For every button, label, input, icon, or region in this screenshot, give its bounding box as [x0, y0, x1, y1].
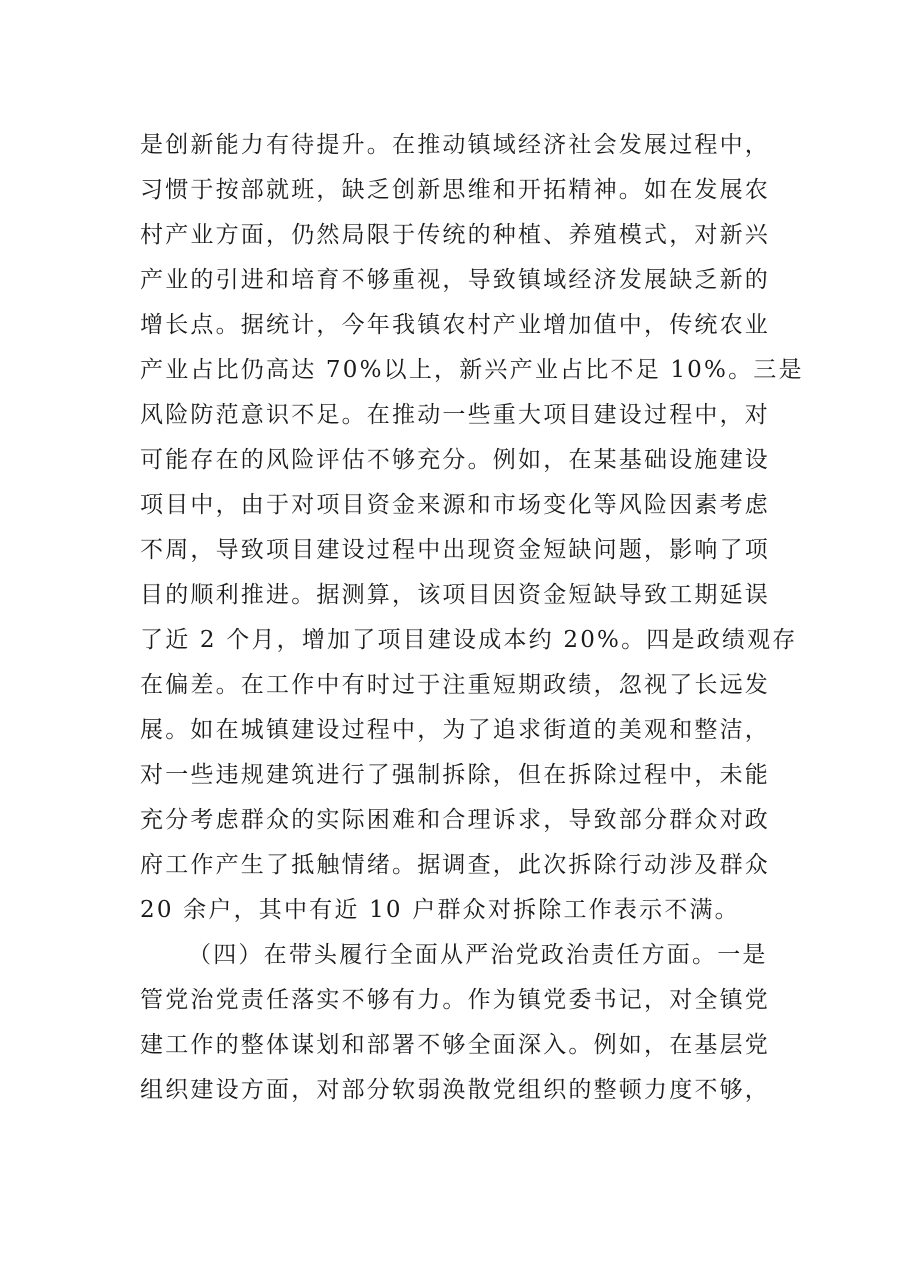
text-line: 村产业方面，仍然局限于传统的种植、养殖模式，对新兴: [140, 222, 770, 248]
text-line: 展。如在城镇建设过程中，为了追求街道的美观和整洁，: [140, 717, 770, 743]
text-line: 了近 2 个月，增加了项目建设成本约 20%。四是政绩观存: [140, 627, 798, 653]
text-line: 充分考虑群众的实际困难和合理诉求，导致部分群众对政: [140, 807, 770, 833]
text-line: 府工作产生了抵触情绪。据调查，此次拆除行动涉及群众: [140, 852, 770, 878]
text-line: 管党治党责任落实不够有力。作为镇党委书记，对全镇党: [140, 987, 770, 1013]
text-line: 可能存在的风险评估不够充分。例如，在某基础设施建设: [140, 447, 770, 473]
text-line: 建工作的整体谋划和部署不够全面深入。例如，在基层党: [140, 1032, 770, 1058]
text-line: 项目中，由于对项目资金来源和市场变化等风险因素考虑: [140, 492, 770, 518]
section-heading-line: （四）在带头履行全面从严治党政治责任方面。一是: [188, 942, 768, 968]
text-line: 对一些违规建筑进行了强制拆除，但在拆除过程中，未能: [140, 762, 770, 788]
text-line: 习惯于按部就班，缺乏创新思维和开拓精神。如在发展农: [140, 177, 770, 203]
text-line: 目的顺利推进。据测算，该项目因资金短缺导致工期延误: [140, 582, 770, 608]
text-line: 20 余户，其中有近 10 户群众对拆除工作表示不满。: [140, 897, 740, 923]
text-line: 不周，导致项目建设过程中出现资金短缺问题，影响了项: [140, 537, 770, 563]
text-line: 产业占比仍高达 70%以上，新兴产业占比不足 10%。三是: [140, 357, 804, 383]
text-line: 产业的引进和培育不够重视，导致镇域经济发展缺乏新的: [140, 267, 770, 293]
text-line: 风险防范意识不足。在推动一些重大项目建设过程中，对: [140, 402, 770, 428]
text-line: 在偏差。在工作中有时过于注重短期政绩，忽视了长远发: [140, 672, 770, 698]
text-line: 增长点。据统计，今年我镇农村产业增加值中，传统农业: [140, 312, 770, 338]
text-line: 组织建设方面，对部分软弱涣散党组织的整顿力度不够，: [140, 1077, 770, 1103]
text-line: 是创新能力有待提升。在推动镇域经济社会发展过程中，: [140, 132, 770, 158]
